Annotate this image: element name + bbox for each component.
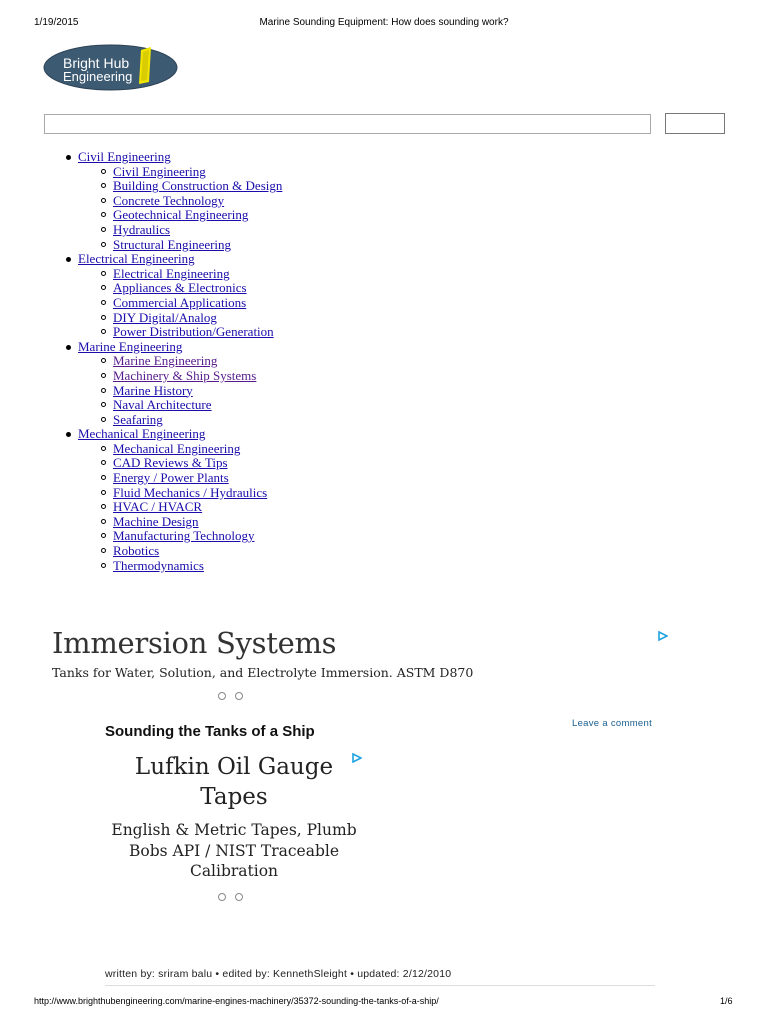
nav-subcategory-link[interactable]: Machinery & Ship Systems (113, 367, 257, 383)
nav-subcategory (113, 194, 282, 209)
nav-category (0, 150, 282, 252)
nav-subcategory-link[interactable]: Power Distribution/Generation (113, 324, 274, 340)
nav-subcategory (113, 267, 282, 282)
article-byline: written by: sriram balu • edited by: KennethSleight • updated: 2/12/2010 (105, 968, 452, 980)
logo-text-line1: Bright Hub (63, 55, 130, 71)
logo-text-line2: Engineering (63, 69, 133, 84)
print-header-date: 1/19/2015 (34, 17, 79, 28)
nav-subcategory (113, 456, 282, 471)
ad-pagination-dots[interactable] (218, 687, 252, 705)
nav-category (0, 340, 282, 428)
ad2-description[interactable]: English & Metric Tapes, Plumb Bobs API / NIST Traceable Calibration (111, 821, 357, 880)
nav-subcategory-link[interactable]: Hydraulics (113, 221, 171, 237)
nav-category-link[interactable]: Civil Engineering (78, 149, 171, 164)
nav-subcategory-link[interactable]: HVAC / HVACR (113, 499, 203, 515)
nav-subcategory (113, 165, 282, 180)
print-footer-url: http://www.brighthubengineering.com/marine-engines-machinery/35372-sounding-the-tanks-of-a-ship/ (34, 996, 439, 1006)
nav-subcategory (113, 281, 282, 296)
search-input[interactable] (44, 114, 651, 134)
nav-subcategory-link[interactable]: Marine Engineering (113, 353, 218, 369)
nav-subcategory-link[interactable]: Electrical Engineering (113, 265, 230, 281)
nav-subcategory-link[interactable]: Geotechnical Engineering (113, 207, 249, 223)
nav-subcategory (113, 471, 282, 486)
ad2-dot-1[interactable] (218, 893, 226, 901)
ad2-title[interactable]: Lufkin Oil Gauge Tapes (134, 754, 334, 810)
nav-subcategory-link[interactable]: Mechanical Engineering (113, 440, 241, 456)
nav-subcategory-link[interactable]: Building Construction & Design (113, 178, 283, 194)
nav-category-link[interactable]: Electrical Engineering (78, 251, 195, 267)
nav-subcategory-list (78, 354, 282, 427)
nav-subcategory (113, 296, 282, 311)
site-logo[interactable] (43, 44, 178, 91)
nav-subcategory (113, 515, 282, 530)
nav-subcategory (113, 238, 282, 253)
nav-subcategory (113, 413, 282, 428)
nav-subcategory-link[interactable]: Machine Design (113, 513, 199, 529)
ad-title[interactable]: Immersion Systems (52, 626, 337, 660)
nav-subcategory-link[interactable]: DIY Digital/Analog (113, 309, 217, 325)
ad2-dot-2[interactable] (235, 893, 243, 901)
nav-category-link[interactable]: Mechanical Engineering (78, 426, 206, 442)
nav-subcategory-list (78, 165, 282, 253)
nav-subcategory-link[interactable]: Commercial Applications (113, 294, 247, 310)
nav-category (0, 427, 282, 573)
nav-subcategory-link[interactable]: Thermodynamics (113, 557, 204, 573)
nav-subcategory-list (78, 442, 282, 573)
byline-divider (105, 985, 655, 986)
nav-subcategory-link[interactable]: Civil Engineering (113, 163, 206, 179)
nav-subcategory-link[interactable]: Structural Engineering (113, 236, 232, 252)
nav-subcategory-link[interactable]: Robotics (113, 543, 160, 559)
nav-category (0, 252, 282, 340)
nav-subcategory (113, 384, 282, 399)
nav-subcategory (113, 442, 282, 457)
nav-subcategory (113, 544, 282, 559)
nav-subcategory (113, 223, 282, 238)
ad-dot-2[interactable] (235, 692, 243, 700)
ad2-pagination-dots[interactable] (218, 888, 252, 906)
ad-dot-1[interactable] (218, 692, 226, 700)
nav-subcategory-list (78, 267, 282, 340)
nav-subcategory-link[interactable]: Fluid Mechanics / Hydraulics (113, 484, 268, 500)
ad-description[interactable]: Tanks for Water, Solution, and Electrolyte Immersion. ASTM D870 (52, 665, 474, 680)
nav-subcategory (113, 208, 282, 223)
nav-subcategory (113, 398, 282, 413)
adchoices-icon[interactable] (658, 628, 668, 638)
nav-subcategory (113, 486, 282, 501)
print-header-title: Marine Sounding Equipment: How does sounding work? (259, 17, 509, 28)
category-list (0, 150, 282, 573)
nav-subcategory (113, 369, 282, 384)
print-footer-page-number: 1/6 (720, 996, 733, 1006)
nav-subcategory (113, 179, 282, 194)
nav-subcategory-link[interactable]: Seafaring (113, 411, 163, 427)
nav-subcategory-link[interactable]: Appliances & Electronics (113, 280, 247, 296)
nav-subcategory-link[interactable]: Energy / Power Plants (113, 470, 229, 486)
category-nav (0, 150, 282, 573)
nav-subcategory-link[interactable]: Naval Architecture (113, 397, 212, 413)
nav-subcategory (113, 559, 282, 574)
nav-subcategory-link[interactable]: Concrete Technology (113, 192, 225, 208)
nav-subcategory (113, 500, 282, 515)
nav-category-link[interactable]: Marine Engineering (78, 338, 183, 354)
ad-block-2[interactable] (105, 752, 363, 882)
nav-subcategory-link[interactable]: CAD Reviews & Tips (113, 455, 228, 471)
nav-subcategory (113, 354, 282, 369)
nav-subcategory-link[interactable]: Manufacturing Technology (113, 528, 255, 544)
nav-subcategory (113, 311, 282, 326)
nav-subcategory-link[interactable]: Marine History (113, 382, 193, 398)
leave-comment-link[interactable]: Leave a comment (572, 718, 653, 729)
article-title: Sounding the Tanks of a Ship (105, 723, 315, 740)
nav-subcategory (113, 529, 282, 544)
nav-subcategory (113, 325, 282, 340)
search-button[interactable] (665, 113, 725, 134)
